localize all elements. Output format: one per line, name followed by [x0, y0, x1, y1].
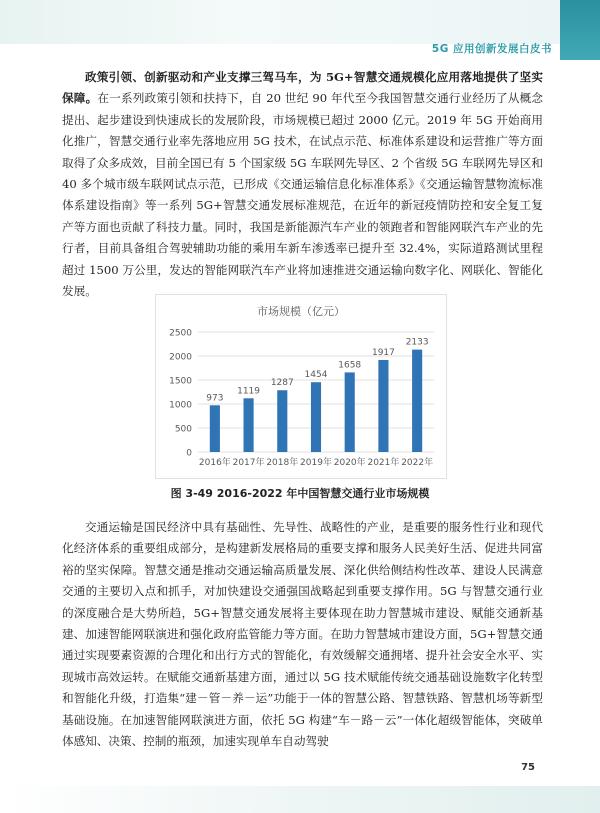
data-label: 1658	[338, 360, 362, 371]
y-tick-label: 0	[186, 448, 192, 459]
bar	[412, 350, 422, 452]
data-label: 1287	[270, 378, 294, 389]
paragraph-body: 在一系列政策引领和扶持下，自 20 世纪 90 年代至今我国智慧交通行业经历了从概念提出、起步建设到快速成长的发展阶段，市场规模已超过 2000 亿元。2019 年 5G 开始商用化推广，智慧交通行业率先落地应用 5G 技术，在试点示范、标准体系建设和运营推广等方面取得了众多成效，目前全国已有 5 个国家级 5G 车联网先导区、2 个省级 5G 车联网先导区和 40 多个城市级车联网试点示范，已形成《交通运输信息化标准体系》《交通运输智慧物流标准体系建设指南》等一系列 5G+智慧交通发展标准规范，在近年的新冠疫情防控和安全复工复产等方面也贡献了科技力量。同时，我国是新能源汽车产业的领跑者和智能网联汽车产业的先行者，目前具备组合驾驶辅助功能的乘用车新车渗透率已提升至 32.4%，实际道路测试里程超过 1500 万公里，发达的智能网联汽车产业将加速推进交通运输向数字化、网联化、智能化发展。	[62, 91, 543, 299]
x-tick-label: 2020年	[333, 458, 366, 468]
y-tick-label: 1500	[169, 376, 192, 387]
document-title: 5G 应用创新发展白皮书	[431, 43, 552, 55]
header-accent-block	[560, 0, 600, 60]
bar	[210, 405, 220, 452]
footer-band	[0, 786, 600, 813]
data-label: 973	[206, 393, 224, 404]
bar	[378, 360, 388, 452]
x-tick-label: 2022年	[401, 458, 434, 468]
paragraph-lead-sentence: 政策引领、创新驱动和产业支撑三驾马车，为 5G+智慧交通规模化应用落地提供了坚实保障。	[62, 70, 543, 106]
paragraph-policy	[62, 67, 543, 302]
y-tick-label: 500	[174, 424, 192, 435]
x-tick-label: 2016年	[198, 458, 231, 468]
data-label: 1454	[304, 370, 328, 381]
y-tick-label: 2000	[169, 352, 192, 363]
data-label: 2133	[405, 337, 429, 348]
y-tick-label: 2500	[169, 328, 192, 339]
x-tick-label: 2017年	[232, 458, 265, 468]
data-label: 1119	[237, 386, 261, 397]
data-label: 1917	[371, 347, 395, 358]
chart-title: 市场规模（亿元）	[257, 305, 345, 318]
bar	[311, 382, 321, 452]
bar	[244, 398, 254, 452]
y-tick-label: 1000	[169, 400, 192, 411]
bar	[277, 390, 287, 452]
page-header	[0, 0, 600, 60]
x-tick-label: 2018年	[266, 458, 299, 468]
figure-caption: 图 3-49 2016-2022 年中国智慧交通行业市场规模	[170, 487, 430, 500]
paragraph-transport: 交通运输是国民经济中具有基础性、先导性、战略性的产业，是重要的服务性行业和现代化经济体系的重要组成部分，是构建新发展格局的重要支撑和服务人民美好生活、促进共同富裕的坚实保障。智慧交通是推动交通运输高质量发展、深化供给侧结构性改革、建设人民满意交通的主要切入点和抓手，对加快建设交通强国战略起到重要支撑作用。5G 与智慧交通行业的深度融合是大势所趋，5G+智慧交通发展将主要体现在助力智慧城市建设、赋能交通新基建、加速智能网联演进和强化政府监管能力等方面。在助力智慧城市建设方面，5G+智慧交通通过实现要素资源的合理化和出行方式的智能化，有效缓解交通拥堵、提升社会安全水平、实现城市高效运转。在赋能交通新基建方面，通过以 5G 技术赋能传统交通基础设施数字化转型和智能化升级，打造集“建－管－养－运”功能于一体的智慧公路、智慧铁路、智慧机场等新型基础设施。在加速智能网联演进方面，依托 5G 构建“车－路－云”一体化超级智能体，突破单体感知、决策、控制的瓶颈，加速实现单车自动驾驶	[62, 520, 543, 749]
y-axis-tick-labels	[169, 329, 192, 459]
page-number: 75	[521, 762, 535, 773]
x-axis-tick-labels	[199, 456, 433, 468]
header-strip	[0, 0, 600, 44]
market-size-chart	[155, 294, 447, 479]
bar-chart-svg	[156, 295, 446, 478]
bars	[210, 347, 422, 452]
x-tick-label: 2021年	[367, 458, 400, 468]
x-tick-label: 2019年	[300, 458, 332, 468]
bar	[345, 372, 355, 452]
